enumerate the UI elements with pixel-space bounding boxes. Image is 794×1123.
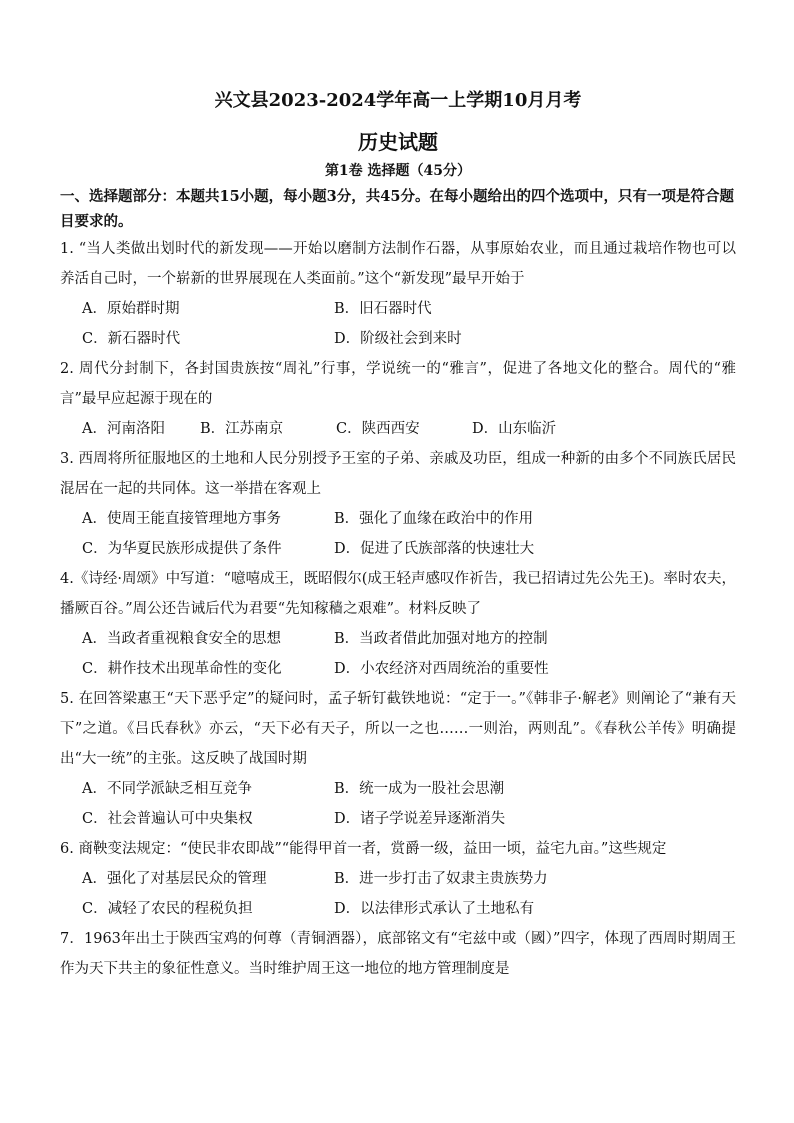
question-stem: 7．1963年出土于陕西宝鸡的何尊（青铜酒器），底部铭文有“宅兹中或（國）”四字，体现了西周时期周王作为天下共主的象征性意义。当时维护周王这一地位的地方管理制度是 bbox=[60, 931, 736, 977]
option-c: C．社会普遍认可中央集权 bbox=[82, 811, 253, 827]
section-heading: 第1卷 选择题（45分） bbox=[324, 163, 472, 179]
option-d: D．小农经济对西周统治的重要性 bbox=[334, 661, 549, 677]
exam-subject: 历史试题 bbox=[358, 130, 438, 154]
option-a: A．不同学派缺乏相互竞争 bbox=[82, 781, 252, 797]
option-b: B．进一步打击了奴隶主贵族势力 bbox=[334, 871, 548, 887]
question-stem: 3. 西周将所征服地区的土地和人民分别授予王室的子弟、亲戚及功臣，组成一种新的由多个不同族氏居民混居在一起的共同体。这一举措在客观上 bbox=[60, 451, 736, 497]
question-stem: 6. 商鞅变法规定：“使民非农即战”“能得甲首一者，赏爵一级，益田一顷，益宅九亩。”这些规定 bbox=[60, 841, 667, 857]
section-instructions: 一、选择题部分：本题共15小题，每小题3分，共45分。在每小题给出的四个选项中，只有一项是符合题目要求的。 bbox=[60, 188, 734, 230]
option-c: C．耕作技术出现革命性的变化 bbox=[82, 661, 282, 677]
option-list bbox=[60, 774, 736, 834]
option-d: D．山东临沂 bbox=[472, 421, 557, 437]
option-list bbox=[60, 864, 736, 924]
option-a: A．使周王能直接管理地方事务 bbox=[82, 511, 281, 527]
option-a: A．原始群时期 bbox=[82, 301, 180, 317]
exam-page bbox=[60, 88, 736, 984]
option-c: C．为华夏民族形成提供了条件 bbox=[82, 541, 282, 557]
option-b: B．统一成为一股社会思潮 bbox=[334, 781, 505, 797]
question-7 bbox=[60, 924, 736, 984]
option-c: C．新石器时代 bbox=[82, 331, 181, 347]
option-list bbox=[60, 504, 736, 564]
question-4 bbox=[60, 564, 736, 684]
question-5 bbox=[60, 684, 736, 834]
question-6 bbox=[60, 834, 736, 924]
question-stem: 5. 在回答梁惠王“天下恶乎定”的疑问时，孟子斩钉截铁地说：“定于一。”《韩非子·解老》则阐论了“兼有天下”之道。《吕氏春秋》亦云，“天下必有天子，所以一之也……一则治，两则乱”。《春秋公羊传》明确提出“大一统”的主张。这反映了战国时期 bbox=[60, 691, 736, 767]
question-1 bbox=[60, 234, 736, 354]
option-b: B．当政者借此加强对地方的控制 bbox=[334, 631, 548, 647]
option-b: B．江苏南京 bbox=[200, 421, 284, 437]
option-b: B．强化了血缘在政治中的作用 bbox=[334, 511, 534, 527]
option-c: C．减轻了农民的程税负担 bbox=[82, 901, 253, 917]
option-d: D．以法律形式承认了土地私有 bbox=[334, 901, 535, 917]
option-b: B．旧石器时代 bbox=[334, 301, 432, 317]
option-c: C．陕西西安 bbox=[336, 421, 420, 437]
option-d: D．诸子学说差异逐渐消失 bbox=[334, 811, 506, 827]
option-list bbox=[60, 414, 736, 444]
question-2 bbox=[60, 354, 736, 444]
option-a: A．当政者重视粮食安全的思想 bbox=[82, 631, 281, 647]
question-stem: 1. “当人类做出划时代的新发现——开始以磨制方法制作石器，从事原始农业，而且通过栽培作物也可以养活自己时，一个崭新的世界展现在人类面前。”这个“新发现”最早开始于 bbox=[60, 241, 736, 287]
question-stem: 4.《诗经·周颂》中写道：“噫嘻成王，既昭假尔(成王轻声感叹作祈告，我已招请过先公先王)。率时农夫，播厥百谷。”周公还告诫后代为君要“先知稼穑之艰难”。材料反映了 bbox=[60, 571, 736, 617]
question-3 bbox=[60, 444, 736, 564]
option-a: A．强化了对基层民众的管理 bbox=[82, 871, 267, 887]
question-stem: 2. 周代分封制下，各封国贵族按“周礼”行事，学说统一的“雅言”，促进了各地文化的整合。周代的“雅言”最早应起源于现在的 bbox=[60, 361, 736, 407]
option-a: A．河南洛阳 bbox=[82, 421, 165, 437]
option-d: D．促进了氏族部落的快速壮大 bbox=[334, 541, 535, 557]
exam-title: 兴文县2023-2024学年高一上学期10月月考 bbox=[214, 90, 582, 111]
option-list bbox=[60, 624, 736, 684]
option-list bbox=[60, 294, 736, 354]
option-d: D．阶级社会到来时 bbox=[334, 331, 462, 347]
